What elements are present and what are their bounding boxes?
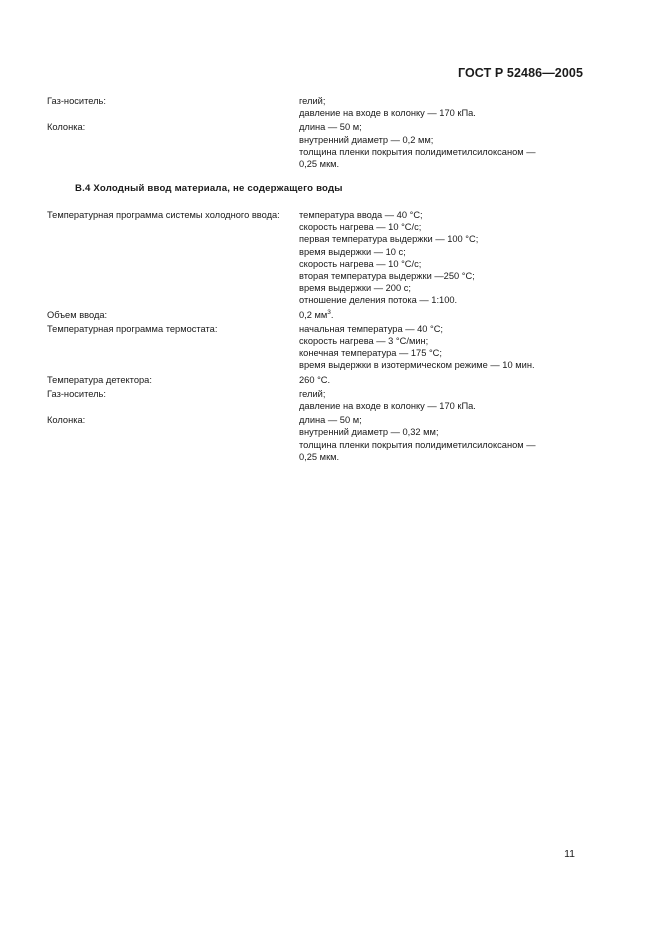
param-value-line: гелий; [299,388,326,399]
param-value-line: внутренний диаметр — 0,32 мм; [299,427,439,438]
param-row-oven-program [47,323,587,372]
param-value-text: 0,2 мм [299,309,328,320]
param-value-line: гелий; [299,96,326,106]
param-value-line: давление на входе в колонку — 170 кПа. [299,401,476,412]
param-value-line [299,309,587,321]
document-standard-id: ГОСТ Р 52486—2005 [457,66,583,80]
param-value-line: отношение деления потока — 1:100. [299,295,458,306]
param-value-line: 260 °С. [299,374,331,385]
param-label: Температура детектора: [47,374,152,385]
param-value-line: скорость нагрева — 10 °С/с; [299,258,422,269]
superscript: 3 [327,308,331,316]
param-label: Объем ввода: [47,309,108,320]
param-value-line: длина — 50 м; [299,415,362,426]
param-value-line: внутренний диаметр — 0,2 мм; [299,134,434,145]
param-value-line: толщина пленки покрытия полидиметилсилоксаном — [299,146,536,157]
param-value-line: первая температура выдержки — 100 °С; [299,234,479,245]
param-values [299,414,587,463]
section-heading: В.4 Холодный ввод материала, не содержащего воды [75,183,343,194]
param-value-line: вторая температура выдержки —250 °С; [299,271,475,282]
param-label: Колонка: [47,122,86,133]
param-row-cold-injection-program [47,209,587,307]
param-row-carrier-gas [47,388,587,412]
param-row-detector-temperature [47,374,587,386]
param-values [299,309,587,321]
params-block-1 [47,95,587,170]
param-label: Газ-носитель: [47,388,106,399]
param-value-line: скорость нагрева — 3 °С/мин; [299,336,429,347]
param-value-line: длина — 50 м; [299,122,362,133]
param-value-line: начальная температура — 40 °С; [299,323,444,334]
param-value-line: 0,25 мкм. [299,451,340,462]
param-label: Температурная программа термостата: [47,323,218,334]
param-values [299,374,587,386]
page-number: 11 [564,848,575,860]
param-value-suffix: . [330,309,334,320]
param-label: Газ-носитель: [47,96,106,106]
param-label: Температурная программа системы холодного ввода: [47,210,280,220]
param-values [299,323,587,372]
param-value-line: давление на входе в колонку — 170 кПа. [299,108,476,119]
param-value-line: 0,25 мкм. [299,159,340,170]
param-value-line: время выдержки — 200 с; [299,283,411,294]
params-block-2 [47,209,587,463]
param-row-column [47,121,587,170]
param-row-column [47,414,587,463]
param-value-line: конечная температура — 175 °С; [299,348,442,359]
param-values [299,121,587,170]
param-values [299,388,587,412]
param-label: Колонка: [47,415,86,426]
param-value-line: скорость нагрева — 10 °С/с; [299,222,422,233]
param-value-line: время выдержки — 10 с; [299,246,406,257]
param-values [299,209,587,307]
param-values [299,95,587,119]
param-value-line: толщина пленки покрытия полидиметилсилоксаном — [299,439,536,450]
param-value-line: температура ввода — 40 °С; [299,210,423,220]
param-row-injection-volume [47,309,587,321]
param-value-line: время выдержки в изотермическом режиме — 10 мин. [299,360,535,371]
param-row-carrier-gas [47,95,587,119]
